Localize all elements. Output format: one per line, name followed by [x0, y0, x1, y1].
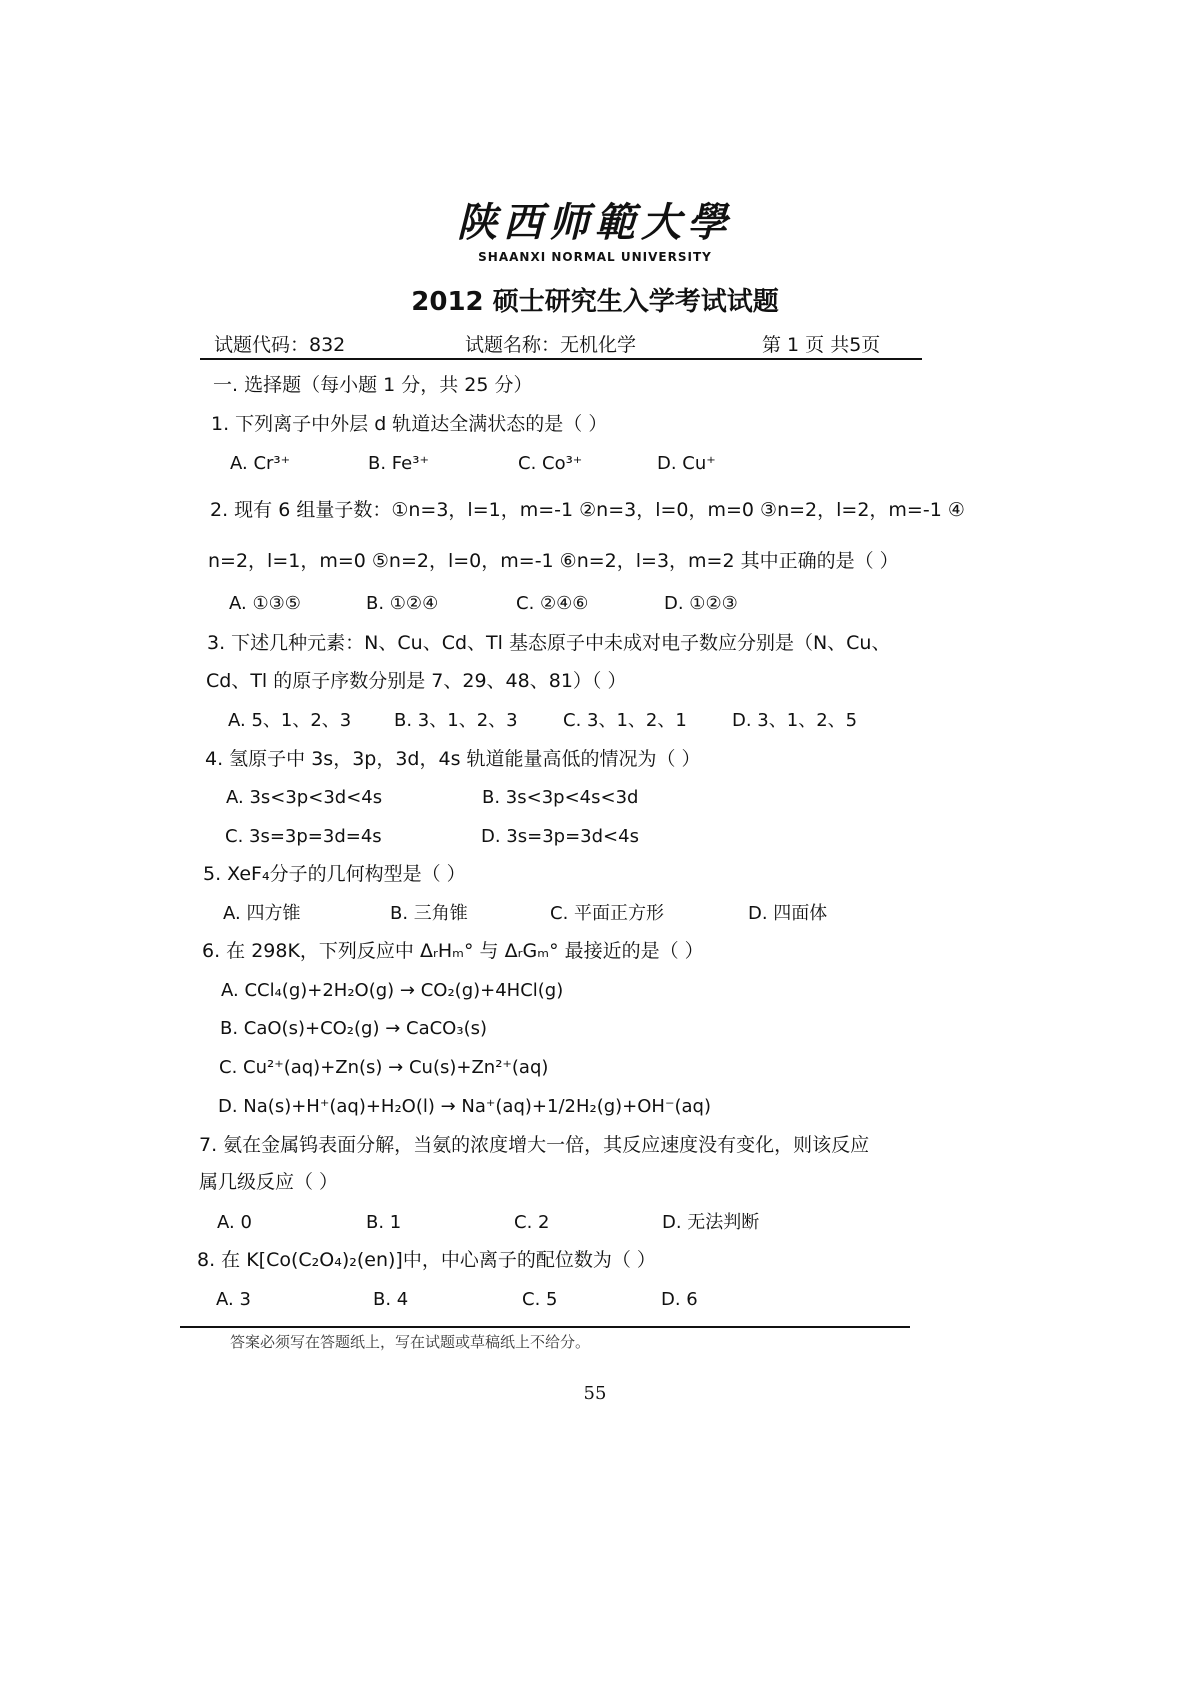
option-b: B. 3s<3p<4s<3d	[482, 787, 639, 808]
exam-title: 2012 硕士研究生入学考试试题	[411, 287, 779, 317]
option-c: C. ②④⑥	[516, 593, 589, 614]
option-b: B. CaO(s)+CO₂(g) → CaCO₃(s)	[220, 1018, 487, 1039]
option-c: C. 2	[514, 1212, 550, 1233]
answer-instruction: 答案必须写在答题纸上，写在试题或草稿纸上不给分。	[230, 1333, 591, 1351]
option-a: A. ①③⑤	[229, 593, 301, 614]
footer-rule	[180, 1326, 910, 1328]
question-4: 4. 氢原子中 3s，3p，3d，4s 轨道能量高低的情况为（ ）	[205, 748, 701, 770]
question-2: 2. 现有 6 组量子数：①n=3，l=1，m=-1 ②n=3，l=0，m=0 ③n=2，l=2，m=-1 ④	[210, 499, 965, 521]
university-name-en: SHAANXI NORMAL UNIVERSITY	[478, 250, 712, 264]
option-b: B. Fe³⁺	[368, 453, 429, 474]
option-a: A. 0	[217, 1212, 252, 1233]
option-a: A. Cr³⁺	[230, 453, 291, 474]
section-heading: 一. 选择题（每小题 1 分，共 25 分）	[213, 374, 533, 396]
option-d: D. 6	[661, 1289, 698, 1310]
option-c: C. Co³⁺	[518, 453, 583, 474]
option-d: D. 四面体	[748, 903, 828, 924]
option-d: D. Na(s)+H⁺(aq)+H₂O(l) → Na⁺(aq)+1/2H₂(g)+OH⁻(aq)	[218, 1096, 711, 1117]
option-c: C. 3s=3p=3d=4s	[225, 826, 382, 847]
header-rule	[200, 358, 922, 360]
option-b: B. 三角锥	[390, 903, 468, 924]
option-d: D. 3s=3p=3d<4s	[481, 826, 639, 847]
question-7: 7. 氨在金属钨表面分解，当氨的浓度增大一倍，其反应速度没有变化，则该反应	[199, 1134, 870, 1156]
option-d: D. ①②③	[664, 593, 738, 614]
option-b: B. 4	[373, 1289, 409, 1310]
exam-subject: 试题名称：无机化学	[465, 334, 637, 356]
option-c: C. 平面正方形	[550, 903, 665, 924]
exam-code: 试题代码：832	[214, 334, 346, 356]
university-logo: 陕西师範大學	[457, 199, 733, 246]
option-a: A. 3	[216, 1289, 251, 1310]
option-a: A. 5、1、2、3	[228, 710, 352, 731]
option-c: C. Cu²⁺(aq)+Zn(s) → Cu(s)+Zn²⁺(aq)	[219, 1057, 549, 1078]
option-d: D. 3、1、2、5	[732, 710, 858, 731]
option-d: D. Cu⁺	[657, 453, 716, 474]
question-3: 3. 下述几种元素：N、Cu、Cd、Tl 基态原子中未成对电子数应分别是（N、Cu、	[207, 632, 891, 654]
option-a: A. 3s<3p<3d<4s	[226, 787, 383, 808]
page-number: 55	[583, 1383, 607, 1404]
page-indicator: 第 1 页 共5页	[762, 334, 881, 356]
option-a: A. 四方锥	[223, 903, 301, 924]
option-b: B. 1	[366, 1212, 402, 1233]
question-7-cont: 属几级反应（ ）	[199, 1171, 339, 1193]
option-d: D. 无法判断	[662, 1212, 760, 1233]
option-b: B. ①②④	[366, 593, 439, 614]
question-3-cont: Cd、Tl 的原子序数分别是 7、29、48、81）（ ）	[206, 670, 627, 692]
question-8: 8. 在 K[Co(C₂O₄)₂(en)]中，中心离子的配位数为（ ）	[197, 1249, 656, 1271]
question-2-cont: n=2，l=1，m=0 ⑤n=2，l=0，m=-1 ⑥n=2，l=3，m=2 其中正确的是（ ）	[208, 550, 899, 572]
option-b: B. 3、1、2、3	[394, 710, 518, 731]
question-1: 1. 下列离子中外层 d 轨道达全满状态的是（ ）	[211, 413, 608, 435]
question-6: 6. 在 298K，下列反应中 ΔᵣHₘ° 与 ΔᵣGₘ° 最接近的是（ ）	[202, 940, 704, 962]
option-c: C. 3、1、2、1	[563, 710, 687, 731]
question-5: 5. XeF₄分子的几何构型是（ ）	[203, 863, 466, 885]
option-c: C. 5	[522, 1289, 558, 1310]
option-a: A. CCl₄(g)+2H₂O(g) → CO₂(g)+4HCl(g)	[221, 980, 564, 1001]
